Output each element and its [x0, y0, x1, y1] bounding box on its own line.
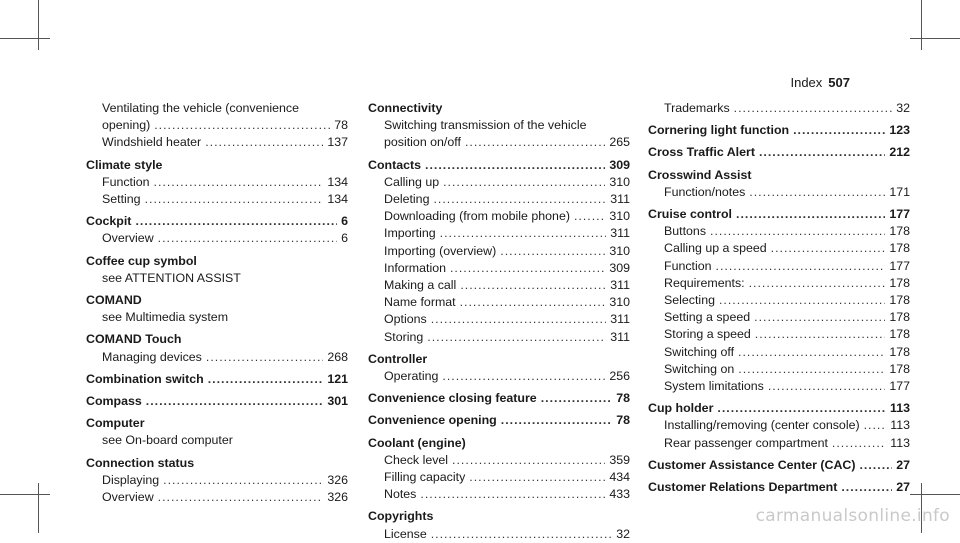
entry-text: Convenience opening — [368, 413, 497, 428]
leader-dots — [452, 452, 605, 469]
crop-mark-tl-v — [38, 0, 39, 50]
entry-text: Function — [664, 258, 712, 273]
page-ref: 78 — [616, 413, 630, 428]
leader-dots — [841, 479, 892, 496]
page-ref: 265 — [609, 135, 630, 150]
page-ref: 178 — [889, 275, 910, 290]
entry-text: Importing — [384, 226, 436, 241]
leader-dots — [433, 191, 606, 208]
entry-text: Managing devices — [102, 349, 202, 364]
leader-dots — [135, 213, 337, 230]
leader-dots — [859, 457, 892, 474]
entry-text: Overview — [102, 231, 154, 246]
page-ref: 310 — [609, 295, 630, 310]
index-subentry — [86, 100, 348, 117]
entry-text: Function — [102, 174, 150, 189]
header-title: Index — [790, 75, 823, 90]
index-subentry-group — [368, 368, 630, 385]
leader-dots — [442, 368, 605, 385]
leader-dots — [431, 526, 612, 543]
leader-dots — [460, 294, 606, 311]
page-ref: 434 — [609, 470, 630, 485]
leader-dots — [738, 344, 885, 361]
index-subentry-group — [368, 526, 630, 543]
leader-dots — [717, 400, 886, 417]
index-entry — [86, 157, 348, 174]
index-heading — [86, 157, 348, 174]
entry-text: License — [384, 526, 427, 541]
index-subentry — [368, 174, 630, 191]
index-entry — [86, 331, 348, 348]
entry-text: Cockpit — [86, 214, 132, 229]
crop-mark-tl-h — [0, 38, 50, 39]
index-heading — [86, 331, 348, 348]
entry-text: Check level — [384, 452, 449, 467]
index-entry — [86, 213, 348, 230]
leader-dots — [450, 260, 605, 277]
entry-text: Calling up a speed — [664, 241, 767, 256]
index-subentry-group — [368, 117, 630, 151]
entry-text: Contacts — [368, 157, 422, 172]
crop-mark-bl-v — [38, 483, 39, 533]
leader-dots — [431, 311, 607, 328]
index-entry — [368, 508, 630, 525]
entry-text: position on/off — [384, 135, 461, 150]
page-ref: 78 — [334, 118, 348, 133]
leader-dots — [420, 486, 605, 503]
page-ref: 326 — [327, 490, 348, 505]
index-heading — [648, 167, 910, 184]
leader-dots — [768, 378, 885, 395]
entry-text: Notes — [384, 487, 417, 502]
leader-dots — [716, 258, 886, 275]
index-heading — [648, 122, 910, 139]
index-heading — [368, 100, 630, 117]
index-subentry-group — [648, 100, 910, 117]
index-subentry — [368, 329, 630, 346]
leader-dots — [208, 371, 324, 388]
index-subentry — [86, 191, 348, 208]
entry-text: Cruise control — [648, 207, 732, 222]
entry-text: Ventilating the vehicle (convenience — [102, 101, 300, 115]
leader-dots — [443, 174, 605, 191]
page-ref: 311 — [610, 329, 630, 344]
leader-dots — [206, 349, 323, 366]
entry-text: Customer Assistance Center (CAC) — [648, 457, 856, 472]
index-subentry — [86, 174, 348, 191]
index-heading — [648, 206, 910, 223]
entry-text: Connectivity — [368, 101, 443, 115]
index-subentry — [86, 472, 348, 489]
entry-text: see ATTENTION ASSIST — [102, 270, 241, 285]
entry-text: COMAND — [86, 293, 142, 308]
index-subentry-group — [86, 349, 348, 366]
leader-dots — [864, 417, 887, 434]
entry-text: Windshield heater — [102, 135, 202, 150]
entry-text: Rear passenger compartment — [664, 435, 828, 450]
index-subentry — [648, 326, 910, 343]
entry-text: Storing — [384, 329, 424, 344]
index-subentry-group — [368, 452, 630, 504]
leader-dots — [440, 225, 607, 242]
leader-dots — [145, 191, 324, 208]
entry-text: Switching transmission of the vehicle — [384, 118, 587, 133]
index-entry — [648, 122, 910, 139]
index-subentry-group — [86, 472, 348, 506]
page-ref: 309 — [609, 260, 630, 275]
entry-text: Convenience closing feature — [368, 391, 537, 406]
index-subentry — [648, 100, 910, 117]
entry-text: Selecting — [664, 293, 715, 308]
index-heading — [648, 457, 910, 474]
page-ref: 134 — [327, 192, 348, 207]
index-entry — [648, 479, 910, 496]
leader-dots — [154, 174, 324, 191]
index-entry — [368, 390, 630, 407]
index-subentry — [648, 292, 910, 309]
index-subentry — [368, 243, 630, 260]
leader-dots — [734, 100, 893, 117]
page-ref: 27 — [896, 480, 910, 495]
entry-text: Calling up — [384, 174, 440, 189]
entry-text: Buttons — [664, 224, 707, 239]
index-entry — [648, 400, 910, 417]
index-subentry — [86, 134, 348, 151]
page-ref: 212 — [889, 145, 910, 160]
index-heading — [86, 393, 348, 410]
index-heading — [368, 412, 630, 429]
leader-dots — [158, 230, 337, 247]
page-ref: 311 — [610, 278, 630, 293]
entry-text: Downloading (from mobile phone) — [384, 209, 570, 224]
page-ref: 113 — [890, 401, 910, 416]
index-subentry — [648, 258, 910, 275]
leader-dots — [469, 469, 605, 486]
leader-dots — [749, 275, 886, 292]
page-ref: 311 — [610, 226, 630, 241]
index-subentry — [86, 309, 348, 326]
entry-text: Crosswind Assist — [648, 167, 752, 182]
index-subentry-group — [86, 174, 348, 208]
entry-text: Name format — [384, 295, 456, 310]
page-ref: 359 — [609, 452, 630, 467]
page-header — [790, 75, 850, 90]
index-entry — [648, 457, 910, 474]
index-subentry-group — [86, 230, 348, 247]
entry-text: Trademarks — [664, 101, 730, 115]
index-column-1 — [86, 100, 348, 506]
index-entry — [86, 292, 348, 309]
index-subentry — [368, 191, 630, 208]
crop-mark-tr-v — [921, 0, 922, 50]
page-ref: 6 — [341, 231, 348, 246]
index-heading — [368, 435, 630, 452]
page-ref: 311 — [610, 312, 630, 327]
crop-mark-tr-h — [910, 38, 960, 39]
index-entry — [368, 157, 630, 174]
index-subentry — [368, 469, 630, 486]
entry-text: Combination switch — [86, 371, 204, 386]
index-entry — [648, 144, 910, 161]
index-heading — [86, 455, 348, 472]
leader-dots — [832, 435, 886, 452]
index-heading — [86, 292, 348, 309]
leader-dots — [736, 206, 885, 223]
entry-text: Switching on — [664, 361, 735, 376]
index-heading — [368, 508, 630, 525]
index-subentry — [368, 368, 630, 385]
entry-text: Cross Traffic Alert — [648, 145, 755, 160]
index-heading — [648, 144, 910, 161]
index-entry — [86, 371, 348, 388]
leader-dots — [460, 277, 606, 294]
leader-dots — [501, 412, 612, 429]
entry-text: Options — [384, 312, 427, 327]
entry-text: Cup holder — [648, 401, 714, 416]
index-subentry — [86, 270, 348, 287]
index-subentry — [86, 432, 348, 449]
page-ref: 311 — [610, 192, 630, 207]
entry-text: Coolant (engine) — [368, 435, 466, 450]
leader-dots — [146, 393, 324, 410]
page-ref: 178 — [889, 327, 910, 342]
index-subentry — [86, 117, 348, 134]
entry-text: Customer Relations Department — [648, 480, 838, 495]
index-subentry — [648, 344, 910, 361]
index-subentry — [648, 275, 910, 292]
page-ref: 326 — [327, 472, 348, 487]
index-column-3 — [648, 100, 910, 496]
index-heading — [86, 371, 348, 388]
index-subentry — [368, 452, 630, 469]
leader-dots — [749, 184, 885, 201]
page-ref: 178 — [889, 293, 910, 308]
index-subentry — [368, 294, 630, 311]
index-subentry — [648, 361, 910, 378]
entry-text: Switching off — [664, 344, 735, 359]
page-ref: 171 — [889, 184, 910, 199]
index-subentry — [648, 240, 910, 257]
entry-text: System limitations — [664, 379, 764, 394]
entry-text: Setting — [102, 192, 141, 207]
index-subentry — [368, 486, 630, 503]
index-heading — [368, 351, 630, 368]
page-ref: 178 — [889, 241, 910, 256]
page-number: 507 — [828, 75, 850, 90]
index-entry — [86, 253, 348, 270]
index-subentry — [368, 260, 630, 277]
page-ref: 310 — [609, 243, 630, 258]
leader-dots — [427, 329, 606, 346]
watermark: carmanualsonline.info — [755, 506, 950, 526]
index-subentry — [648, 435, 910, 452]
entry-text: Deleting — [384, 192, 430, 207]
index-subentry — [86, 349, 348, 366]
entry-text: Coffee cup symbol — [86, 253, 197, 268]
leader-dots — [205, 134, 323, 151]
index-subentry — [368, 311, 630, 328]
index-entry — [648, 167, 910, 184]
page-ref: 301 — [327, 394, 348, 409]
entry-text: Storing a speed — [664, 327, 751, 342]
index-subentry-group — [648, 223, 910, 395]
leader-dots — [710, 223, 885, 240]
page-ref: 123 — [889, 123, 910, 138]
leader-dots — [541, 390, 613, 407]
leader-dots — [738, 361, 885, 378]
entry-text: opening) — [102, 118, 151, 133]
index-subentry-group — [86, 309, 348, 326]
leader-dots — [755, 326, 886, 343]
entry-text: Cornering light function — [648, 123, 790, 138]
index-entry — [648, 206, 910, 223]
index-subentry — [368, 117, 630, 134]
index-heading — [368, 390, 630, 407]
index-subentry — [648, 309, 910, 326]
index-subentry — [368, 225, 630, 242]
page-ref: 310 — [609, 174, 630, 189]
crop-mark-bl-h — [0, 494, 50, 495]
index-heading — [86, 213, 348, 230]
index-subentry-group — [648, 184, 910, 201]
page-ref: 121 — [327, 371, 348, 386]
index-entry — [368, 412, 630, 429]
index-entry — [86, 393, 348, 410]
index-entry — [86, 415, 348, 432]
leader-dots — [465, 134, 605, 151]
leader-dots — [771, 240, 886, 257]
entry-text: Climate style — [86, 157, 163, 172]
index-heading — [368, 157, 630, 174]
page-ref: 310 — [609, 209, 630, 224]
page-ref: 268 — [327, 349, 348, 364]
index-subentry — [368, 277, 630, 294]
page-ref: 78 — [616, 391, 630, 406]
page-ref: 433 — [609, 487, 630, 502]
entry-text: Operating — [384, 369, 439, 384]
index-entry — [368, 435, 630, 452]
index-column-2 — [368, 100, 630, 543]
index-subentry-group — [86, 100, 348, 152]
entry-text: Function/notes — [664, 184, 746, 199]
leader-dots — [754, 309, 885, 326]
page-ref: 32 — [896, 101, 910, 115]
leader-dots — [163, 472, 323, 489]
page-ref: 134 — [327, 174, 348, 189]
page-ref: 113 — [890, 418, 910, 433]
index-heading — [86, 253, 348, 270]
index-subentry-group — [368, 174, 630, 346]
index-heading — [648, 400, 910, 417]
index-subentry-group — [648, 417, 910, 451]
page-ref: 177 — [889, 207, 910, 222]
index-subentry — [368, 134, 630, 151]
index-entry — [86, 455, 348, 472]
leader-dots — [158, 489, 324, 506]
page-ref: 113 — [890, 435, 910, 450]
entry-text: Compass — [86, 394, 142, 409]
index-subentry-group — [86, 270, 348, 287]
index-subentry-group — [86, 432, 348, 449]
index-subentry — [648, 378, 910, 395]
entry-text: Requirements: — [664, 275, 745, 290]
leader-dots — [719, 292, 885, 309]
leader-dots — [154, 117, 330, 134]
page-ref: 309 — [609, 157, 630, 172]
index-subentry — [648, 417, 910, 434]
entry-text: Copyrights — [368, 509, 434, 524]
entry-text: see On-board computer — [102, 433, 233, 448]
leader-dots — [759, 144, 885, 161]
entry-text: Overview — [102, 490, 154, 505]
index-subentry — [648, 184, 910, 201]
page-ref: 178 — [889, 224, 910, 239]
page-ref: 178 — [889, 361, 910, 376]
index-subentry — [368, 208, 630, 225]
entry-text: Information — [384, 260, 446, 275]
leader-dots — [500, 243, 605, 260]
page-ref: 32 — [616, 526, 630, 541]
page-ref: 177 — [889, 379, 910, 394]
leader-dots — [425, 157, 605, 174]
entry-text: see Multimedia system — [102, 310, 229, 325]
entry-text: Computer — [86, 416, 145, 431]
page-ref: 27 — [896, 457, 910, 472]
page-ref: 177 — [889, 258, 910, 273]
entry-text: Installing/removing (center console) — [664, 418, 860, 433]
entry-text: COMAND Touch — [86, 332, 182, 347]
page-ref: 6 — [341, 214, 348, 229]
entry-text: Importing (overview) — [384, 243, 497, 258]
index-heading — [648, 479, 910, 496]
page-ref: 178 — [889, 310, 910, 325]
page-ref: 137 — [327, 135, 348, 150]
index-subentry — [648, 223, 910, 240]
index-subentry — [86, 230, 348, 247]
leader-dots — [793, 122, 885, 139]
leader-dots — [574, 208, 605, 225]
index-entry — [368, 351, 630, 368]
entry-text: Controller — [368, 351, 428, 366]
entry-text: Making a call — [384, 278, 457, 293]
entry-text: Connection status — [86, 455, 195, 470]
index-entry — [368, 100, 630, 117]
page-ref: 178 — [889, 344, 910, 359]
entry-text: Filling capacity — [384, 470, 466, 485]
entry-text: Setting a speed — [664, 310, 751, 325]
index-subentry — [86, 489, 348, 506]
index-heading — [86, 415, 348, 432]
index-subentry — [368, 526, 630, 543]
entry-text: Displaying — [102, 472, 160, 487]
crop-mark-br-h — [910, 494, 960, 495]
page-ref: 256 — [609, 369, 630, 384]
